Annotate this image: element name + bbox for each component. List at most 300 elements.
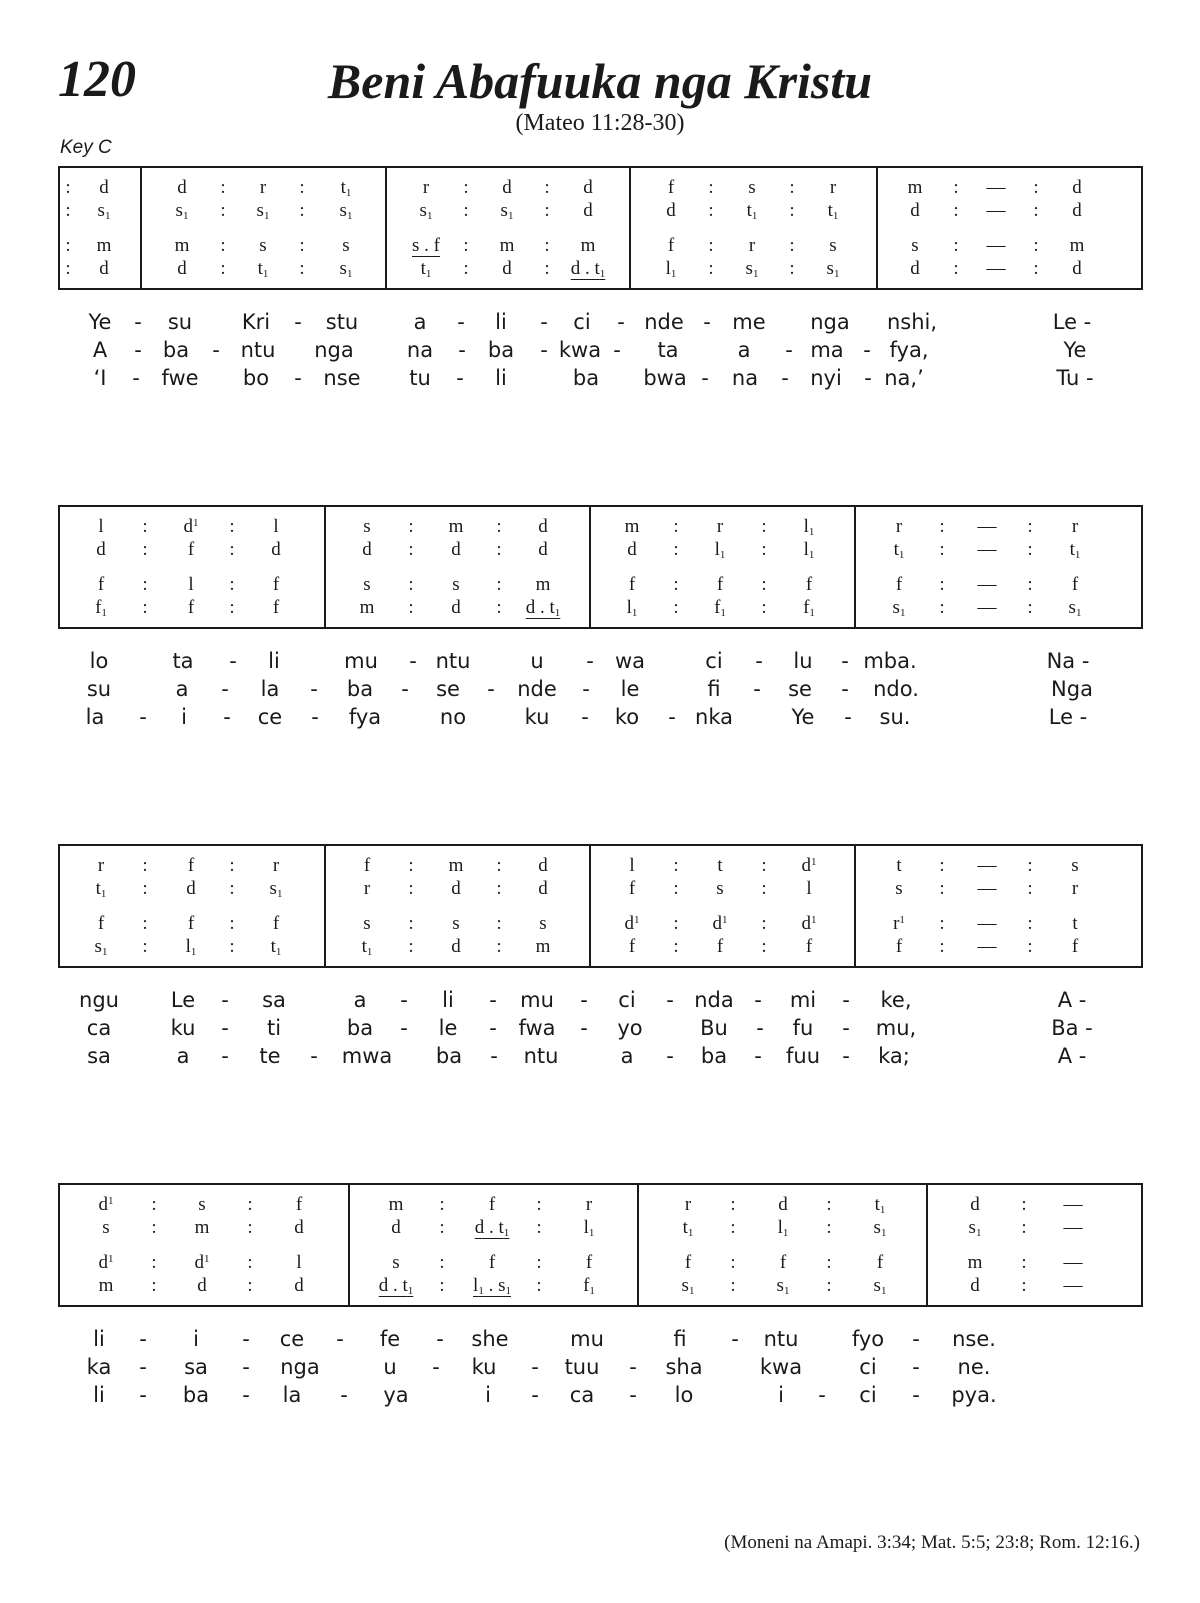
beat-separator: :	[1021, 1275, 1027, 1296]
lyric-syllable: a	[737, 338, 751, 362]
lyric-syllable: lo	[674, 1383, 694, 1407]
beat-separator: :	[708, 258, 714, 279]
lyric-syllable: A	[92, 338, 108, 362]
lyric-syllable: ta	[657, 338, 679, 362]
solfa-note: —	[1063, 1252, 1083, 1273]
lyric-syllable: nga	[280, 1355, 320, 1379]
syllable-hyphen: -	[221, 1016, 229, 1040]
solfa-note: $l_1$	[626, 597, 638, 619]
lyric-syllable: Kri	[241, 310, 271, 334]
lyric-syllable: te	[259, 1044, 281, 1068]
syllable-hyphen: -	[490, 1044, 498, 1068]
syllable-hyphen: -	[311, 705, 319, 729]
solfa-note: $f_1$	[714, 597, 726, 619]
syllable-hyphen: -	[221, 1044, 229, 1068]
solfa-note: m	[967, 1252, 983, 1273]
solfa-note: $l_1$	[665, 258, 677, 280]
lyric-syllable: fi	[707, 677, 721, 701]
solfa-note: l	[98, 516, 104, 537]
solfa-note: d	[778, 1194, 788, 1215]
syllable-hyphen: -	[294, 310, 302, 334]
syllable-hyphen: -	[134, 310, 142, 334]
beat-separator: :	[496, 597, 502, 618]
beat-separator: :	[939, 597, 945, 618]
beat-separator: :	[1033, 258, 1039, 279]
lyric-syllable: Ba -	[1051, 1016, 1093, 1040]
lyric-syllable: mba.	[863, 649, 917, 673]
syllable-hyphen: -	[912, 1383, 920, 1407]
lyric-syllable: i	[181, 705, 187, 729]
syllable-hyphen: -	[581, 705, 589, 729]
lyric-syllable: fu	[792, 1016, 814, 1040]
beat-separator: :	[536, 1217, 542, 1238]
lyric-syllable: ba	[162, 338, 190, 362]
beat-separator: :	[826, 1217, 832, 1238]
lyric-syllable: ci	[573, 310, 591, 334]
syllable-hyphen: -	[212, 338, 220, 362]
solfa-note: f	[628, 936, 636, 957]
lyric-syllable: su	[167, 310, 193, 334]
beat-separator: :	[939, 878, 945, 899]
syllable-hyphen: -	[842, 1016, 850, 1040]
syllable-hyphen: -	[221, 988, 229, 1012]
solfa-note: s	[716, 878, 724, 899]
solfa-note: $t_1$	[893, 539, 905, 561]
beat-separator: :	[229, 855, 235, 876]
lyric-syllable: ba	[346, 677, 374, 701]
solfa-note: d	[451, 878, 461, 899]
lyric-syllable: ka;	[878, 1044, 910, 1068]
lyric-syllable: i	[193, 1327, 199, 1351]
solfa-note: f	[363, 855, 371, 876]
beat-separator: :	[408, 516, 414, 537]
beat-separator: :	[544, 200, 550, 221]
syllable-hyphen: -	[242, 1355, 250, 1379]
beat-separator: :	[229, 516, 235, 537]
lyric-syllable: Ye	[1063, 338, 1087, 362]
beat-separator: :	[1027, 574, 1033, 595]
bar-line	[589, 846, 591, 966]
lyric-syllable: ntu	[435, 649, 471, 673]
beat-separator: :	[730, 1275, 736, 1296]
beat-separator: :	[496, 913, 502, 934]
solfa-note: f	[876, 1252, 884, 1273]
solfa-note: $l_1$	[803, 539, 815, 561]
solfa-note: $s_1$	[968, 1217, 982, 1239]
lyric-syllable: sa	[184, 1355, 208, 1379]
music-staff	[58, 1183, 1143, 1307]
beat-separator: :	[220, 258, 226, 279]
lyric-syllable: u	[383, 1355, 397, 1379]
beat-separator: :	[463, 177, 469, 198]
syllable-hyphen: -	[458, 338, 466, 362]
solfa-note: d	[294, 1275, 304, 1296]
music-staff	[58, 166, 1143, 290]
beat-separator: :	[673, 878, 679, 899]
lyric-syllable: bo	[242, 366, 270, 390]
solfa-note: f	[187, 913, 195, 934]
syllable-hyphen: -	[785, 338, 793, 362]
syllable-hyphen: -	[666, 1044, 674, 1068]
lyric-syllable: a	[353, 988, 367, 1012]
solfa-note: m	[448, 855, 464, 876]
solfa-note: d	[177, 258, 187, 279]
solfa-note: f	[272, 597, 280, 618]
solfa-note: r	[272, 855, 280, 876]
syllable-hyphen: -	[753, 677, 761, 701]
solfa-note: s	[1071, 855, 1079, 876]
solfa-note: t	[1072, 913, 1078, 934]
beat-separator: :	[761, 855, 767, 876]
beat-separator: :	[408, 878, 414, 899]
beat-separator: :	[247, 1194, 253, 1215]
solfa-note: m	[624, 516, 640, 537]
solfa-note: $d^1$	[712, 913, 728, 934]
beat-separator: :	[826, 1252, 832, 1273]
lyric-syllable: ka	[86, 1355, 112, 1379]
hymn-scripture: (Mateo 11:28-30)	[515, 110, 685, 136]
solfa-note: d	[538, 855, 548, 876]
syllable-hyphen: -	[755, 649, 763, 673]
bar-line	[324, 507, 326, 627]
lyric-syllable: fuu	[785, 1044, 821, 1068]
solfa-note: $t_1$	[682, 1217, 694, 1239]
beat-separator: :	[673, 855, 679, 876]
lyric-syllable: su.	[879, 705, 911, 729]
solfa-note: $d^1$	[624, 913, 640, 934]
solfa-note: $f_1$	[803, 597, 815, 619]
syllable-hyphen: -	[489, 988, 497, 1012]
beat-separator: :	[229, 936, 235, 957]
lyric-syllable: u	[530, 649, 544, 673]
beat-separator: :	[299, 258, 305, 279]
beat-separator: :	[730, 1252, 736, 1273]
solfa-note: f	[779, 1252, 787, 1273]
syllable-hyphen: -	[703, 310, 711, 334]
syllable-hyphen: -	[668, 705, 676, 729]
lyric-syllable: sa	[262, 988, 286, 1012]
bar-line	[348, 1185, 350, 1305]
solfa-note: $s_1$	[500, 200, 514, 222]
solfa-note: l	[273, 516, 279, 537]
solfa-note: s	[911, 235, 919, 256]
solfa-note: $s_1$	[681, 1275, 695, 1297]
syllable-hyphen: -	[139, 1355, 147, 1379]
lyric-syllable: nshi,	[886, 310, 938, 334]
beat-separator: :	[65, 235, 71, 256]
solfa-note: l	[188, 574, 194, 595]
solfa-note: d	[197, 1275, 207, 1296]
solfa-note: —	[977, 597, 997, 618]
lyric-syllable: fwa	[518, 1016, 556, 1040]
solfa-note: r	[895, 516, 903, 537]
lyric-syllable: ba	[435, 1044, 463, 1068]
solfa-note: d	[538, 516, 548, 537]
solfa-note: $s_1$	[256, 200, 270, 222]
lyric-syllable: li	[495, 366, 507, 390]
syllable-hyphen: -	[841, 649, 849, 673]
beat-separator: :	[142, 539, 148, 560]
beat-separator: :	[673, 516, 679, 537]
solfa-note: m	[388, 1194, 404, 1215]
beat-separator: :	[953, 258, 959, 279]
beat-separator: :	[496, 539, 502, 560]
solfa-note: f	[667, 177, 675, 198]
syllable-hyphen: -	[864, 366, 872, 390]
beat-separator: :	[299, 177, 305, 198]
syllable-hyphen: -	[223, 705, 231, 729]
syllable-hyphen: -	[139, 1327, 147, 1351]
lyric-syllable: mu	[570, 1327, 604, 1351]
syllable-hyphen: -	[756, 1016, 764, 1040]
lyric-syllable: lo	[89, 649, 109, 673]
lyric-syllable: Ye	[88, 310, 112, 334]
solfa-note: l	[806, 878, 812, 899]
solfa-note: m	[359, 597, 375, 618]
lyric-syllable: ku	[471, 1355, 497, 1379]
solfa-note: d	[1072, 177, 1082, 198]
solfa-note: $s_1$	[873, 1217, 887, 1239]
lyric-syllable: se	[788, 677, 812, 701]
lyric-syllable: nde	[517, 677, 557, 701]
solfa-note: f	[272, 913, 280, 934]
solfa-note: d	[451, 597, 461, 618]
syllable-hyphen: -	[489, 1016, 497, 1040]
solfa-note: d	[99, 177, 109, 198]
lyric-syllable: li	[442, 988, 454, 1012]
beat-separator: :	[536, 1252, 542, 1273]
lyric-syllable: kwa	[759, 1355, 803, 1379]
solfa-note: f	[187, 597, 195, 618]
solfa-note: d	[666, 200, 676, 221]
lyric-syllable: li	[93, 1327, 105, 1351]
lyric-syllable: me	[732, 310, 766, 334]
solfa-note: s	[829, 235, 837, 256]
solfa-note: $s_1$	[1068, 597, 1082, 619]
lyric-syllable: i	[485, 1383, 491, 1407]
lyric-syllable: Bu	[700, 1016, 728, 1040]
solfa-note: d	[583, 200, 593, 221]
syllable-hyphen: -	[139, 705, 147, 729]
solfa-note: $t_1$	[257, 258, 269, 280]
syllable-hyphen: -	[613, 338, 621, 362]
solfa-note: m	[1069, 235, 1085, 256]
lyric-syllable: Nga	[1051, 677, 1093, 701]
beat-separator: :	[761, 913, 767, 934]
lyric-syllable: ntu	[523, 1044, 559, 1068]
lyric-syllable: ta	[172, 649, 194, 673]
bar-line	[589, 507, 591, 627]
solfa-note: f	[295, 1194, 303, 1215]
solfa-note: s	[363, 516, 371, 537]
syllable-hyphen: -	[457, 310, 465, 334]
beat-separator: :	[673, 913, 679, 934]
lyric-syllable: ku	[524, 705, 550, 729]
beat-separator: :	[220, 235, 226, 256]
solfa-note: —	[977, 855, 997, 876]
solfa-note: f	[97, 574, 105, 595]
lyric-syllable: la	[260, 677, 280, 701]
solfa-note: d	[96, 539, 106, 560]
solfa-note: $s_1$	[175, 200, 189, 222]
solfa-note: $d^1$	[98, 1194, 114, 1215]
solfa-note: s	[342, 235, 350, 256]
lyric-syllable: Le -	[1052, 310, 1092, 334]
solfa-note: $d^1$	[98, 1252, 114, 1273]
lyric-syllable: na	[406, 338, 434, 362]
lyric-syllable: yo	[617, 1016, 643, 1040]
syllable-hyphen: -	[340, 1383, 348, 1407]
beat-separator: :	[761, 878, 767, 899]
syllable-hyphen: -	[586, 649, 594, 673]
lyric-syllable: mi	[789, 988, 817, 1012]
beat-separator: :	[953, 200, 959, 221]
lyric-syllable: ci	[859, 1383, 877, 1407]
solfa-note: s	[259, 235, 267, 256]
lyric-syllable: nga	[810, 310, 850, 334]
lyric-syllable: na,’	[884, 366, 924, 390]
lyric-syllable: li	[93, 1383, 105, 1407]
beat-separator: :	[939, 516, 945, 537]
solfa-note: d	[1072, 200, 1082, 221]
syllable-hyphen: -	[731, 1327, 739, 1351]
lyric-syllable: la	[85, 705, 105, 729]
beat-separator: :	[544, 258, 550, 279]
solfa-note: r	[259, 177, 267, 198]
bar-line	[637, 1185, 639, 1305]
beat-separator: :	[299, 235, 305, 256]
lyric-syllable: mu	[520, 988, 554, 1012]
solfa-note: l	[296, 1252, 302, 1273]
beat-separator: :	[463, 200, 469, 221]
solfa-note: —	[977, 516, 997, 537]
beat-separator: :	[496, 516, 502, 537]
solfa-note: —	[977, 574, 997, 595]
solfa-note: s	[539, 913, 547, 934]
solfa-note: d . $t_1$	[378, 1275, 414, 1297]
syllable-hyphen: -	[582, 677, 590, 701]
solfa-note: $s_1$	[892, 597, 906, 619]
lyric-syllable: a	[620, 1044, 634, 1068]
beat-separator: :	[544, 177, 550, 198]
solfa-note: m	[907, 177, 923, 198]
syllable-hyphen: -	[580, 1016, 588, 1040]
solfa-note: $t_1$	[827, 200, 839, 222]
beat-separator: :	[247, 1217, 253, 1238]
lyric-syllable: ci	[859, 1355, 877, 1379]
syllable-hyphen: -	[242, 1383, 250, 1407]
beat-separator: :	[142, 913, 148, 934]
solfa-note: s	[363, 913, 371, 934]
beat-separator: :	[439, 1194, 445, 1215]
solfa-note: f	[585, 1252, 593, 1273]
solfa-note: s	[198, 1194, 206, 1215]
solfa-note: r	[684, 1194, 692, 1215]
solfa-note: d	[391, 1217, 401, 1238]
solfa-note: $l_1$	[777, 1217, 789, 1239]
beat-separator: :	[673, 936, 679, 957]
beat-separator: :	[151, 1194, 157, 1215]
beat-separator: :	[761, 574, 767, 595]
lyric-syllable: lu	[793, 649, 813, 673]
lyric-syllable: su	[86, 677, 112, 701]
beat-separator: :	[229, 574, 235, 595]
beat-separator: :	[463, 258, 469, 279]
lyric-syllable: fya	[348, 705, 382, 729]
lyric-syllable: na	[731, 366, 759, 390]
beat-separator: :	[439, 1217, 445, 1238]
solfa-note: $d^1$	[183, 516, 199, 537]
beat-separator: :	[408, 936, 414, 957]
hymn-title: Beni Abafuuka nga Kristu	[327, 53, 873, 109]
solfa-note: d	[177, 177, 187, 198]
syllable-hyphen: -	[400, 1016, 408, 1040]
solfa-note: f	[684, 1252, 692, 1273]
solfa-note: f	[628, 878, 636, 899]
syllable-hyphen: -	[531, 1355, 539, 1379]
solfa-note: $s_1$	[269, 878, 283, 900]
syllable-hyphen: -	[242, 1327, 250, 1351]
lyric-syllable: A -	[1057, 1044, 1087, 1068]
lyric-syllable: ca	[569, 1383, 595, 1407]
lyric-syllable: bwa	[643, 366, 687, 390]
lyric-syllable: ti	[266, 1016, 282, 1040]
solfa-note: m	[194, 1217, 210, 1238]
lyric-syllable: se	[436, 677, 460, 701]
lyric-syllable: a	[175, 677, 189, 701]
solfa-note: $t_1$	[340, 177, 352, 199]
beat-separator: :	[142, 597, 148, 618]
solfa-note: d	[627, 539, 637, 560]
solfa-note: s	[895, 878, 903, 899]
solfa-note: —	[1063, 1194, 1083, 1215]
beat-separator: :	[953, 235, 959, 256]
solfa-note: $s_1$	[826, 258, 840, 280]
beat-separator: :	[65, 177, 71, 198]
solfa-note: $l_1$	[714, 539, 726, 561]
syllable-hyphen: -	[531, 1383, 539, 1407]
solfa-note: f	[805, 574, 813, 595]
solfa-note: —	[986, 258, 1006, 279]
lyric-syllable: ne.	[957, 1355, 991, 1379]
solfa-note: $s_1$	[873, 1275, 887, 1297]
lyric-syllable: fi	[673, 1327, 687, 1351]
solfa-note: d	[583, 177, 593, 198]
beat-separator: :	[299, 200, 305, 221]
solfa-note: t	[717, 855, 723, 876]
beat-separator: :	[496, 574, 502, 595]
lyric-syllable: ke,	[880, 988, 912, 1012]
solfa-note: $s_1$	[419, 200, 433, 222]
beat-separator: :	[1033, 235, 1039, 256]
syllable-hyphen: -	[436, 1327, 444, 1351]
beat-separator: :	[142, 936, 148, 957]
solfa-note: s	[392, 1252, 400, 1273]
syllable-hyphen: -	[540, 338, 548, 362]
beat-separator: :	[761, 936, 767, 957]
lyric-syllable: nga	[314, 338, 354, 362]
bar-line	[854, 507, 856, 627]
syllable-hyphen: -	[818, 1383, 826, 1407]
music-staff	[58, 505, 1143, 629]
lyric-syllable: ba	[487, 338, 515, 362]
syllable-hyphen: -	[863, 338, 871, 362]
beat-separator: :	[939, 913, 945, 934]
syllable-hyphen: -	[617, 310, 625, 334]
lyric-syllable: nse	[323, 366, 361, 390]
solfa-note: s	[452, 913, 460, 934]
beat-separator: :	[544, 235, 550, 256]
